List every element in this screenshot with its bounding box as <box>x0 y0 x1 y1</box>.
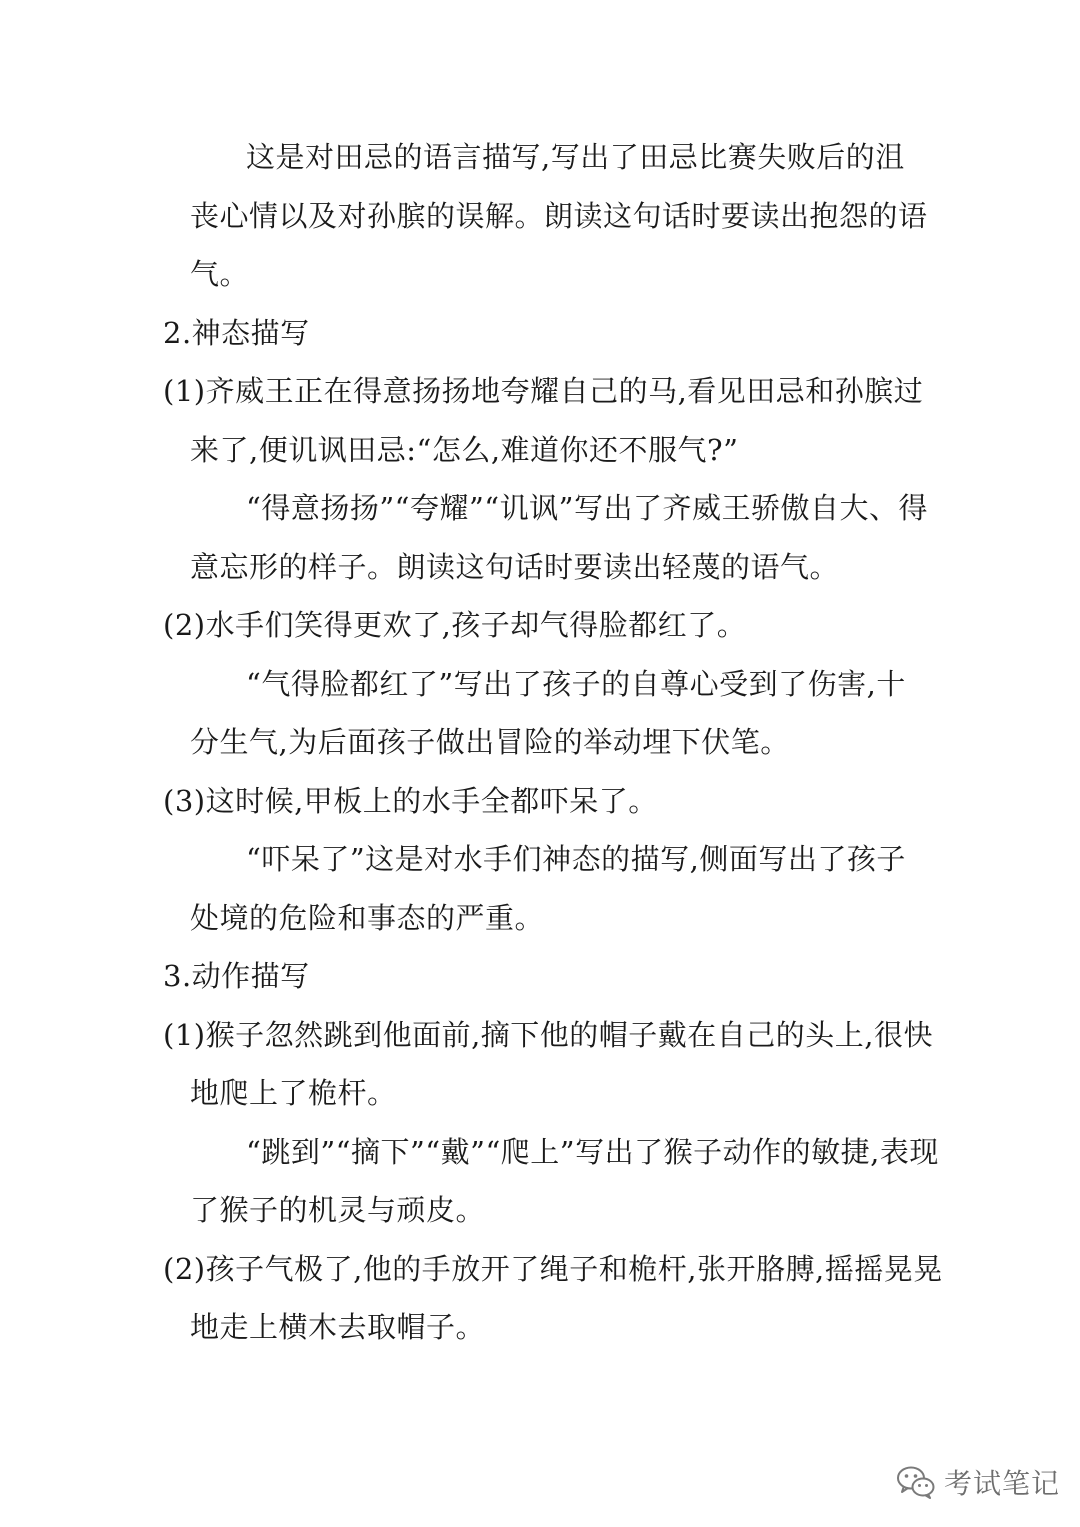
example-line: (2)孩子气极了,他的手放开了绳子和桅杆,张开胳膊,摇摇晃晃 <box>163 1252 943 1286</box>
watermark <box>896 1460 1060 1504</box>
analysis-line: 处境的危险和事态的严重。 <box>190 901 545 935</box>
example-line: 地爬上了桅杆。 <box>190 1076 397 1110</box>
example-line: (2)水手们笑得更欢了,孩子却气得脸都红了。 <box>163 608 747 642</box>
example-line: (3)这时候,甲板上的水手全都吓呆了。 <box>163 784 658 818</box>
analysis-line: “得意扬扬”“夸耀”“讥讽”写出了齐威王骄傲自大、得 <box>246 491 928 525</box>
paragraph-line-2: 丧心情以及对孙膑的误解。朗读这句话时要读出抱怨的语 <box>190 199 928 233</box>
watermark-text: 考试笔记 <box>944 1467 1061 1500</box>
example-line: (1)猴子忽然跳到他面前,摘下他的帽子戴在自己的头上,很快 <box>163 1018 934 1052</box>
analysis-line: “气得脸都红了”写出了孩子的自尊心受到了伤害,十 <box>246 667 906 701</box>
section-heading: 3.动作描写 <box>163 959 310 993</box>
paragraph-line-1: 这是对田忌的语言描写,写出了田忌比赛失败后的沮 <box>246 140 905 174</box>
wechat-icon <box>896 1465 936 1499</box>
analysis-line: “跳到”“摘下”“戴”“爬上”写出了猴子动作的敏捷,表现 <box>246 1135 939 1169</box>
example-line: 来了,便讥讽田忌:“怎么,难道你还不服气?” <box>190 433 739 467</box>
paragraph-line-3: 气。 <box>190 257 250 291</box>
analysis-line: “吓呆了”这是对水手们神态的描写,侧面写出了孩子 <box>246 842 906 876</box>
analysis-line: 分生气,为后面孩子做出冒险的举动埋下伏笔。 <box>190 725 790 759</box>
analysis-line: 意忘形的样子。朗读这句话时要读出轻蔑的语气。 <box>190 550 840 584</box>
example-line: 地走上横木去取帽子。 <box>190 1310 486 1344</box>
analysis-line: 了猴子的机灵与顽皮。 <box>190 1193 486 1227</box>
example-line: (1)齐威王正在得意扬扬地夸耀自己的马,看见田忌和孙膑过 <box>163 374 924 408</box>
section-heading: 2.神态描写 <box>163 316 310 350</box>
